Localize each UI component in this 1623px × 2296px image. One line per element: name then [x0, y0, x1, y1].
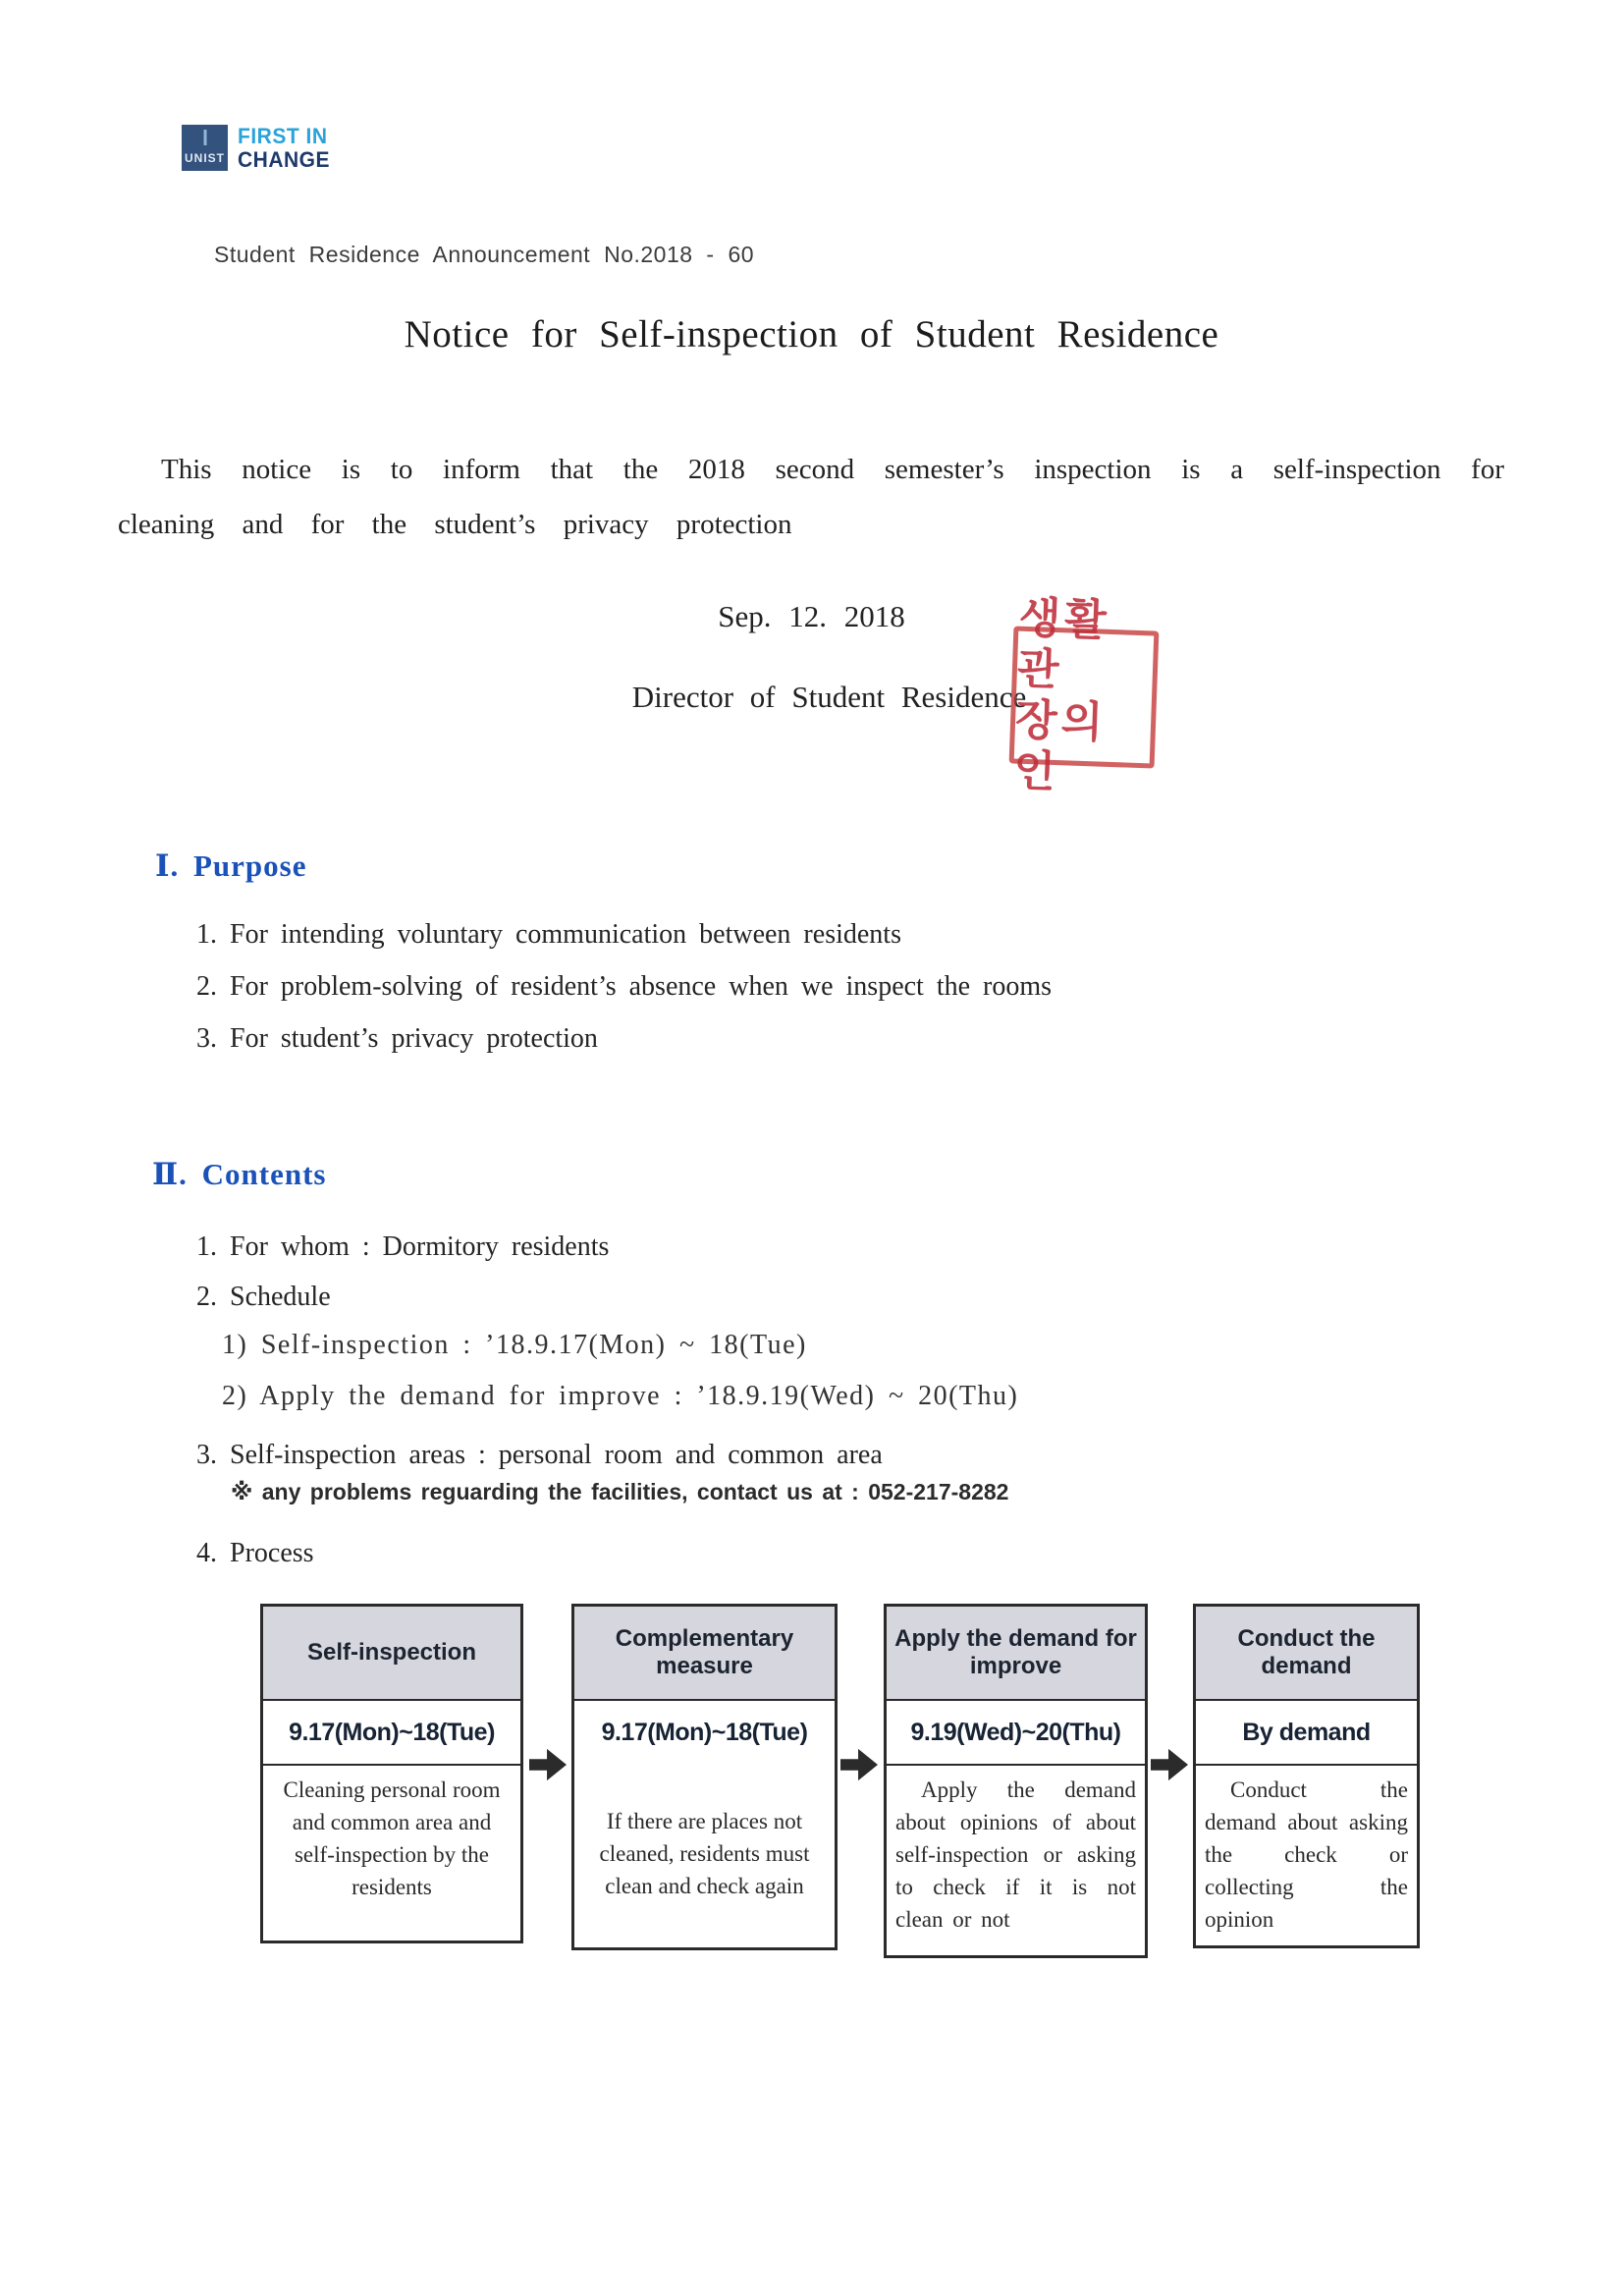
logo-tagline-line2: CHANGE — [238, 148, 331, 173]
official-seal-stamp — [1009, 593, 1160, 797]
process-step-1-title: Self-inspection — [263, 1607, 520, 1701]
stamp-row-1: 생활관 — [1016, 593, 1111, 695]
logo-brand-text: UNIST — [185, 151, 225, 165]
contents-item-areas: 3. Self-inspection areas : personal room and common area — [196, 1440, 883, 1470]
logo-tagline — [238, 125, 330, 172]
signer-title: Director of Student Residence — [631, 680, 1027, 714]
logo-vertical-line-icon — [203, 130, 206, 145]
process-step-4-box — [1193, 1604, 1420, 1948]
contents-item-for-whom: 1. For whom : Dormitory residents — [196, 1231, 610, 1262]
purpose-item-2: 2. For problem-solving of resident’s absence when we inspect the rooms — [196, 971, 1053, 1002]
contents-item-schedule: 2. Schedule — [196, 1282, 331, 1312]
issue-date: Sep. 12. 2018 — [718, 599, 905, 633]
intro-paragraph: This notice is to inform that the 2018 second semester’s inspection is a self-inspection for cleaning and for the student’s privacy protection — [118, 454, 1504, 540]
section-heading-purpose: Ⅰ. Purpose — [155, 848, 307, 883]
purpose-list — [196, 919, 1052, 1075]
unist-logo — [182, 125, 330, 171]
process-step-2-date: 9.17(Mon)~18(Tue) — [601, 1718, 808, 1746]
unist-logo-mark — [182, 125, 228, 171]
process-step-1-box — [260, 1604, 523, 1943]
purpose-item-3: 3. For student’s privacy protection — [196, 1023, 598, 1054]
process-step-3-title: Apply the demand for improve — [887, 1607, 1145, 1701]
page-title: Notice for Self-inspection of Student Residence — [404, 313, 1219, 355]
process-step-3-box — [884, 1604, 1148, 1958]
logo-tagline-line1: FIRST IN — [238, 125, 328, 149]
facilities-contact-note: ※ any problems reguarding the facilities, contact us at : 052-217-8282 — [231, 1479, 1009, 1504]
process-step-3-description: Apply the demand about opinions of about self-inspection or asking to check if it is not clean or not — [895, 1777, 1136, 1932]
process-step-4-date: By demand — [1196, 1701, 1417, 1766]
flow-arrow-icon — [840, 1747, 878, 1782]
process-step-1-date: 9.17(Mon)~18(Tue) — [263, 1701, 520, 1766]
section-heading-contents: Ⅱ. Contents — [152, 1157, 327, 1191]
purpose-item-1: 1. For intending voluntary communication between residents — [196, 919, 901, 950]
process-step-2-box — [571, 1604, 838, 1950]
process-step-3-date: 9.19(Wed)~20(Thu) — [887, 1701, 1145, 1766]
schedule-subitem-2: 2) Apply the demand for improve : ’18.9.19(Wed) ~ 20(Thu) — [222, 1381, 1019, 1411]
announcement-number: Student Residence Announcement No.2018 - 60 — [214, 242, 755, 267]
process-step-1-description: Cleaning personal room and common area and self-inspection by the residents — [283, 1777, 501, 1899]
schedule-subitem-1: 1) Self-inspection : ’18.9.17(Mon) ~ 18(Tue) — [222, 1330, 807, 1360]
flow-arrow-icon — [529, 1747, 567, 1782]
process-step-4-description: Conduct the demand about asking the check or collecting the opinion — [1205, 1777, 1408, 1932]
process-step-2-title: Complementary measure — [574, 1607, 835, 1701]
process-step-4-title: Conduct the demand — [1196, 1607, 1417, 1701]
contents-item-process: 4. Process — [196, 1538, 314, 1568]
stamp-row-2: 장의인 — [1012, 695, 1108, 797]
process-step-2-description: If there are places not cleaned, residents must clean and check again — [599, 1809, 810, 1898]
flow-arrow-icon — [1151, 1747, 1188, 1782]
